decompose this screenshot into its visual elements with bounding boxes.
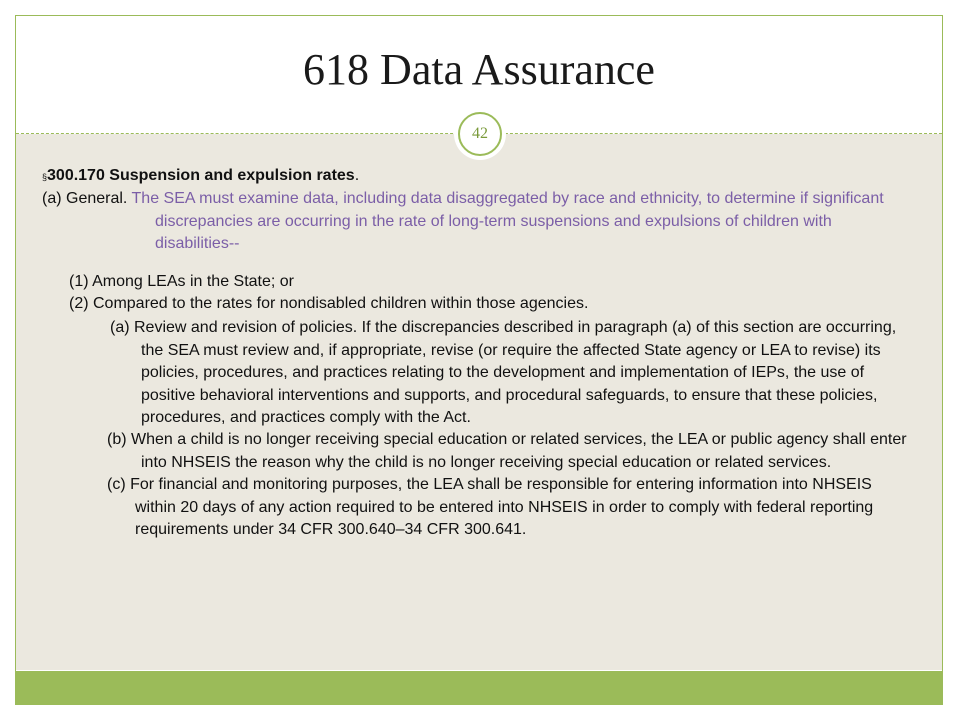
paragraph-a-text: The SEA must examine data, including data disaggregated by race and ethnicity, to determine if significant discrepancies are occurring in the rate of long-term suspensions and expulsions of children with disabilities-- (131, 190, 884, 253)
list-item-2: (2) Compared to the rates for nondisabled children within those agencies. (69, 295, 589, 313)
page-number-badge (454, 108, 506, 160)
section-heading (42, 165, 912, 188)
section-symbol: § (42, 172, 48, 182)
subparagraph-a-review: (a) Review and revision of policies. If the discrepancies described in paragraph (a) of this section are occurring, the SEA must review and, if appropriate, revise (or require the affected State agency or LEA to revise) its policies, procedures, and practices relating to the development and implementation of IEPs, the use of positive behavioral interventions and supports, and procedural safeguards, to ensure that these policies, procedures, and practices comply with the Act. (110, 319, 897, 427)
bottom-accent-bar (16, 671, 942, 704)
spacer (42, 256, 912, 271)
subparagraph-b-nhseis: (b) When a child is no longer receiving special education or related services, the LEA or public agency shall enter into NHSEIS the reason why the child is no longer receiving special education or related services. (107, 431, 907, 471)
slide-content (42, 165, 912, 542)
subparagraph-c-financial: (c) For financial and monitoring purposes, the LEA shall be responsible for entering information into NHSEIS within 20 days of any action required to be entered into NHSEIS in order to comply with federal reporting requirements under 34 CFR 300.640–34 CFR 300.641. (107, 476, 874, 539)
paragraph-a-general (42, 188, 912, 255)
paragraph-a-label: (a) General. (42, 190, 128, 208)
page-number: 42 (458, 112, 502, 156)
section-heading-text: 300.170 Suspension and expulsion rates (47, 167, 355, 184)
slide-title: 618 Data Assurance (303, 45, 655, 94)
section-heading-period: . (354, 167, 360, 184)
list-item-1: (1) Among LEAs in the State; or (69, 272, 295, 290)
